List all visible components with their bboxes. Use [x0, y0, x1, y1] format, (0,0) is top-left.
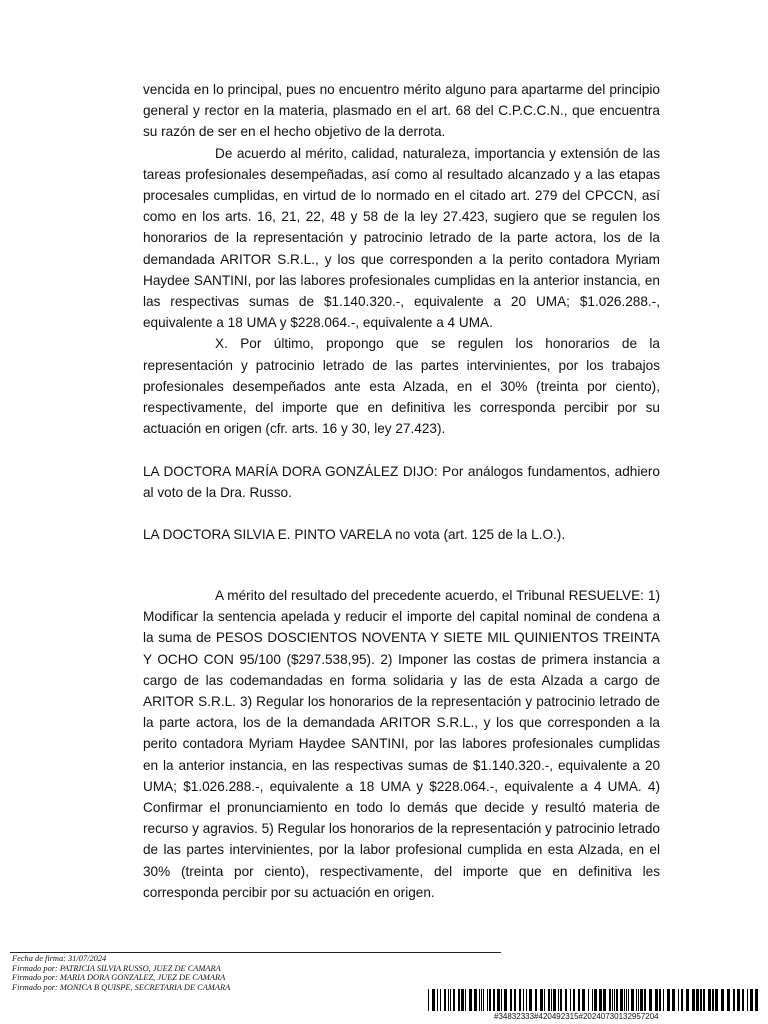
barcode-bar: [612, 989, 613, 1011]
barcode-bar: [432, 989, 435, 1011]
barcode-bar: [437, 989, 438, 1011]
barcode-bar: [592, 989, 593, 1011]
barcode-bar: [620, 989, 623, 1011]
barcode-bar: [742, 989, 744, 1011]
barcode-bar: [644, 989, 646, 1011]
barcode-bar: [551, 989, 552, 1011]
barcode-bar: [696, 989, 699, 1011]
barcode-bar: [681, 989, 683, 1011]
barcode-bar: [737, 989, 740, 1011]
barcode-bar: [448, 989, 449, 1011]
barcode-bar: [565, 989, 567, 1011]
paragraph-costs: vencida en lo principal, pues no encuentro mérito alguno para apartarme del principio general y rector en la materia, plasmado en el art. 68 del C.P.C.C.N., que encuentra su razón de ser en el hecho objetivo de la derrota.: [143, 82, 660, 140]
barcode-bar: [721, 989, 724, 1011]
barcode-bar: [465, 989, 466, 1011]
barcode-bar: [504, 989, 507, 1011]
barcode-bar: [750, 989, 753, 1011]
barcode-bar: [603, 989, 606, 1011]
barcode-bar: [497, 989, 500, 1011]
barcode-bar: [636, 989, 637, 1011]
barcode-bar: [686, 989, 689, 1011]
barcode-bar: [458, 989, 460, 1011]
barcode-bar: [609, 989, 611, 1011]
barcode-bar: [570, 989, 571, 1011]
barcode-bar: [540, 989, 543, 1011]
barcode-bar: [747, 989, 748, 1011]
barcode-bar: [487, 989, 488, 1011]
barcode-bar: [514, 989, 516, 1011]
barcode-bar: [733, 989, 735, 1011]
barcode-bar: [526, 989, 527, 1011]
barcode-bar: [626, 989, 627, 1011]
signature-gonzalez: Firmado por: MARIA DORA GONZALEZ, JUEZ DE CAMARA: [12, 973, 226, 983]
barcode-bar: [631, 989, 634, 1011]
barcode-bar: [493, 989, 495, 1011]
barcode-bar: [638, 989, 639, 1011]
barcode-bar: [700, 989, 702, 1011]
barcode-bar: [450, 989, 451, 1011]
barcode-bar: [588, 989, 589, 1011]
barcode-bar: [655, 989, 658, 1011]
barcode-bar: [667, 989, 670, 1011]
barcode-bar: [672, 989, 675, 1011]
paragraph-fees-appeal: X. Por último, propongo que se regulen los honorarios de la representación y patrocinio letrado de las partes intervinientes, por los trabajos profesionales desempeñados ante esta Alzada, en el 30% (treinta por ciento), respectivamente, del importe que en definitiva les corresponda percibir por su actuación en origen (cfr. arts. 16 y 30, ley 27.423).: [143, 336, 660, 437]
barcode-bar: [715, 989, 718, 1011]
barcode-bar: [523, 989, 524, 1011]
barcode-bar: [573, 989, 575, 1011]
barcode-bar: [469, 989, 472, 1011]
barcode-bar: [481, 989, 482, 1011]
signature-date: Fecha de firma: 31/07/2024: [12, 954, 107, 963]
barcode-bar: [560, 989, 562, 1011]
barcode-bar: [628, 989, 629, 1011]
barcode-bar: [649, 989, 652, 1011]
barcode-bar: [479, 989, 480, 1011]
barcode-bar: [453, 989, 455, 1011]
barcode-bar: [755, 989, 758, 1011]
document-body-resolution: [143, 585, 660, 903]
barcode-bar: [440, 989, 441, 1011]
barcode-bar: [483, 989, 484, 1011]
barcode-bar: [599, 989, 602, 1011]
document-body-upper: [143, 79, 660, 545]
barcode-bar: [444, 989, 446, 1011]
barcode-bar: [659, 989, 661, 1011]
barcode-bar: [582, 989, 585, 1011]
barcode-bar: [594, 989, 597, 1011]
paragraph-fees-first-instance: De acuerdo al mérito, calidad, naturaleza, importancia y extensión de las tareas profesionales desempeñadas, así como al resultado alcanzado y a las etapas procesales cumplidas, en virtud de lo normado en el citado art. 279 del CPCCN, así como en los arts. 16, 21, 22, 48 y 58 de la ley 27.423, sugiero que se regulen los honorarios de la representación y patrocinio letrado de la parte actora, los de la demandada ARITOR S.R.L., y los que corresponden a la perito contadora Myriam Haydee SANTINI, por las labores profesionales cumplidas en la anterior instancia, en las respectivas sumas de $1.140.320.-, equivalente a 20 UMA; $1.026.288.-, equivalente a 18 UMA y $228.064.-, equivalente a 4 UMA.: [143, 145, 660, 331]
barcode-bar: [712, 989, 714, 1011]
barcode-bar: [474, 989, 477, 1011]
paragraph-gonzalez-vote: LA DOCTORA MARÍA DORA GONZÁLEZ DIJO: Por análogos fundamentos, adhiero al voto de la Dra. Russo.: [143, 463, 660, 500]
signature-russo: Firmado por: PATRICIA SILVIA RUSSO, JUEZ DE CAMARA: [12, 963, 221, 973]
barcode: [428, 989, 758, 1011]
barcode-bar: [489, 989, 491, 1011]
barcode-number: #34832333#420492315#20240730132957204: [494, 1012, 659, 1021]
barcode-bar: [727, 989, 730, 1011]
barcode-bar: [461, 989, 464, 1011]
paragraph-resolution: A mérito del resultado del precedente acuerdo, el Tribunal RESUELVE: 1) Modificar la sentencia apelada y reducir el importe del capital nominal de condena a la suma de PESOS DOSCIENTOS NOVENTA Y SIETE MIL QUINIENTOS TREINTA Y OCHO CON 95/100 ($297.538,95). 2) Imponer las costas de primera instancia a cargo de las codemandadas en forma solidaria y las de esta Alzada a cargo de ARITOR S.R.L. 3) Regular los honorarios de la representación y patrocinio letrado de la parte actora, los de la demandada ARITOR S.R.L., y los que corresponden a la perito contadora Myriam Haydee SANTINI, por las labores profesionales cumplidas en la anterior instancia, en las respectivas sumas de $1.140.320.-, equivalente a 20 UMA; $1.026.288.-, equivalente a 18 UMA y $228.064.-, equivalente a 4 UMA. 4) Confirmar el pronunciamiento en todo lo demás que decide y resultó materia de recurso y agravios. 5) Regular los honorarios de la representación y patrocinio letrado de las partes intervinientes, por la labor profesional cumplida en esta Alzada, en el 30% (treinta por ciento), respectivamente, del importe que en definitiva les corresponda percibir por su actuación en origen.: [143, 588, 660, 900]
barcode-bar: [708, 989, 711, 1011]
barcode-bar: [558, 989, 559, 1011]
barcode-bar: [614, 989, 615, 1011]
barcode-bar: [692, 989, 695, 1011]
signature-divider: [10, 952, 501, 953]
signature-block: [12, 954, 230, 992]
paragraph-pinto-varela: LA DOCTORA SILVIA E. PINTO VARELA no vota (art. 125 de la L.O.).: [143, 527, 566, 543]
barcode-bar: [553, 989, 556, 1011]
barcode-bar: [535, 989, 537, 1011]
barcode-bar: [529, 989, 532, 1011]
barcode-bar: [544, 989, 545, 1011]
barcode-bar: [510, 989, 512, 1011]
barcode-bar: [616, 989, 618, 1011]
barcode-bar: [519, 989, 521, 1011]
barcode-bar: [428, 989, 429, 1011]
signature-quispe: Firmado por: MONICA B QUISPE, SECRETARIA DE CAMARA: [12, 982, 231, 992]
barcode-bar: [703, 989, 705, 1011]
barcode-bar: [678, 989, 679, 1011]
barcode-bar: [501, 989, 502, 1011]
barcode-bar: [624, 989, 625, 1011]
barcode-bar: [663, 989, 664, 1011]
barcode-bar: [548, 989, 550, 1011]
barcode-bar: [578, 989, 580, 1011]
barcode-bar: [640, 989, 643, 1011]
